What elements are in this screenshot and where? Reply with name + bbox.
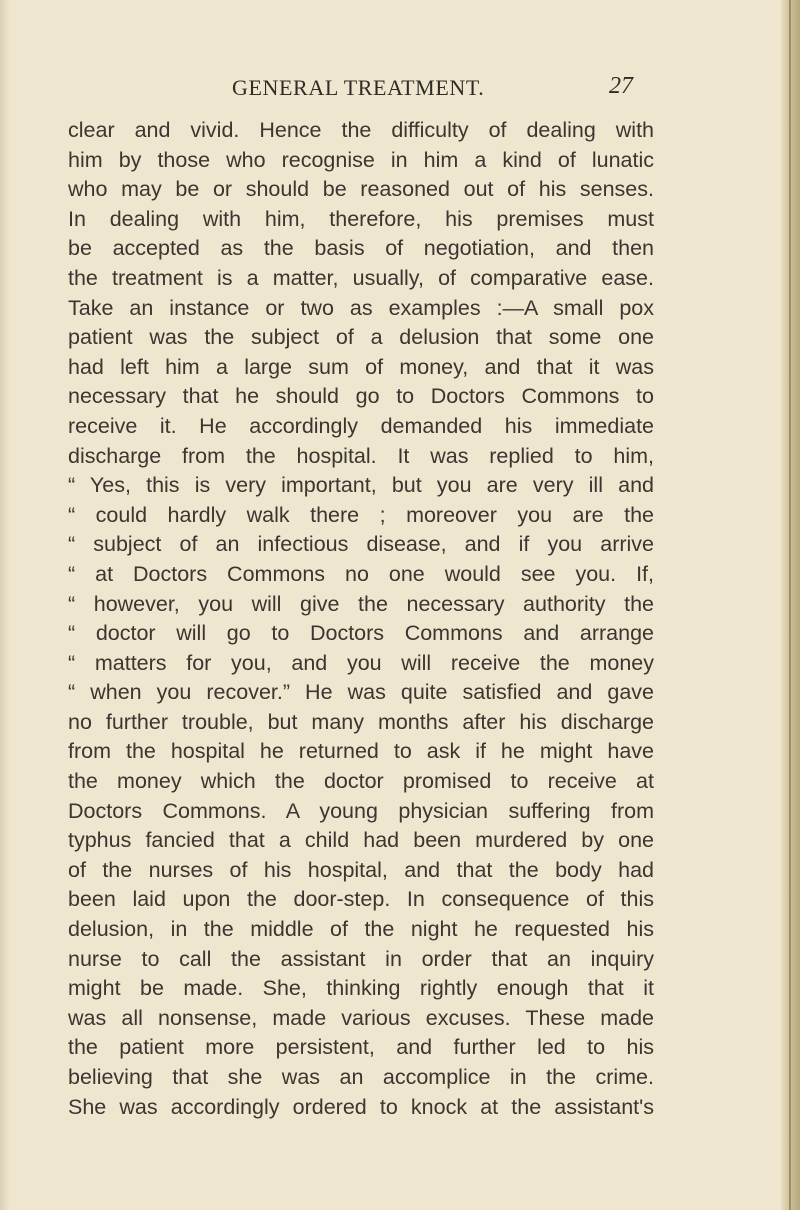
text-line: the treatment is a matter, usually, of comparative ease. xyxy=(68,265,654,290)
text-line: typhus fancied that a child had been murdered by one xyxy=(68,828,654,853)
text-line: believing that she was an accomplice in the crime. xyxy=(68,1065,654,1089)
page-left-edge xyxy=(0,0,10,1210)
text-line: “ when you recover.” He was quite satisfied and gave xyxy=(68,680,654,705)
text-line: nurse to call the assistant in order that an inquiry xyxy=(68,946,654,971)
book-gutter-line xyxy=(789,0,791,1210)
body-text xyxy=(68,116,654,1166)
text-line: was all nonsense, made various excuses. These made xyxy=(68,1005,654,1030)
text-line: “ could hardly walk there ; moreover you are the xyxy=(68,502,654,527)
text-line: “ Yes, this is very important, but you are very ill and xyxy=(68,473,654,498)
running-head: GENERAL TREATMENT. xyxy=(232,75,485,100)
text-line: no further trouble, but many months after his discharge xyxy=(68,709,654,734)
text-line: might be made. She, thinking rightly enough that it xyxy=(68,976,654,1001)
text-line: delusion, in the middle of the night he requested his xyxy=(68,917,654,942)
text-line: the patient more persistent, and further led to his xyxy=(68,1035,654,1060)
text-line: “ subject of an infectious disease, and if you arrive xyxy=(68,532,654,557)
text-line: had left him a large sum of money, and that it was xyxy=(68,354,654,379)
text-line: clear and vivid. Hence the difficulty of dealing with xyxy=(68,118,654,142)
text-line: In dealing with him, therefore, his premises must xyxy=(68,206,654,231)
text-line: patient was the subject of a delusion that some one xyxy=(68,325,654,350)
text-line: receive it. He accordingly demanded his immediate xyxy=(68,413,654,438)
text-line: “ matters for you, and you will receive the money xyxy=(68,650,654,675)
text-line: She was accordingly ordered to knock at the assistant's xyxy=(68,1094,654,1119)
text-line: been laid upon the door-step. In consequence of this xyxy=(68,887,654,912)
text-line: “ doctor will go to Doctors Commons and arrange xyxy=(68,621,654,646)
text-line: Doctors Commons. A young physician suffering from xyxy=(68,798,654,823)
text-line: “ however, you will give the necessary authority the xyxy=(68,591,654,616)
text-line: “ at Doctors Commons no one would see you. If, xyxy=(68,561,654,586)
text-line: the money which the doctor promised to receive at xyxy=(68,769,654,794)
text-line: necessary that he should go to Doctors Commons to xyxy=(68,384,654,409)
text-line: discharge from the hospital. It was replied to him, xyxy=(68,443,654,468)
text-line: who may be or should be reasoned out of his senses. xyxy=(68,177,654,202)
text-line: Take an instance or two as examples :—A small pox xyxy=(68,295,654,320)
text-line: him by those who recognise in him a kind of lunatic xyxy=(68,147,654,172)
text-line: from the hospital he returned to ask if he might have xyxy=(68,739,654,764)
text-line: of the nurses of his hospital, and that the body had xyxy=(68,857,654,882)
page-number: 27 xyxy=(609,73,633,99)
text-line: be accepted as the basis of negotiation, and then xyxy=(68,236,654,261)
